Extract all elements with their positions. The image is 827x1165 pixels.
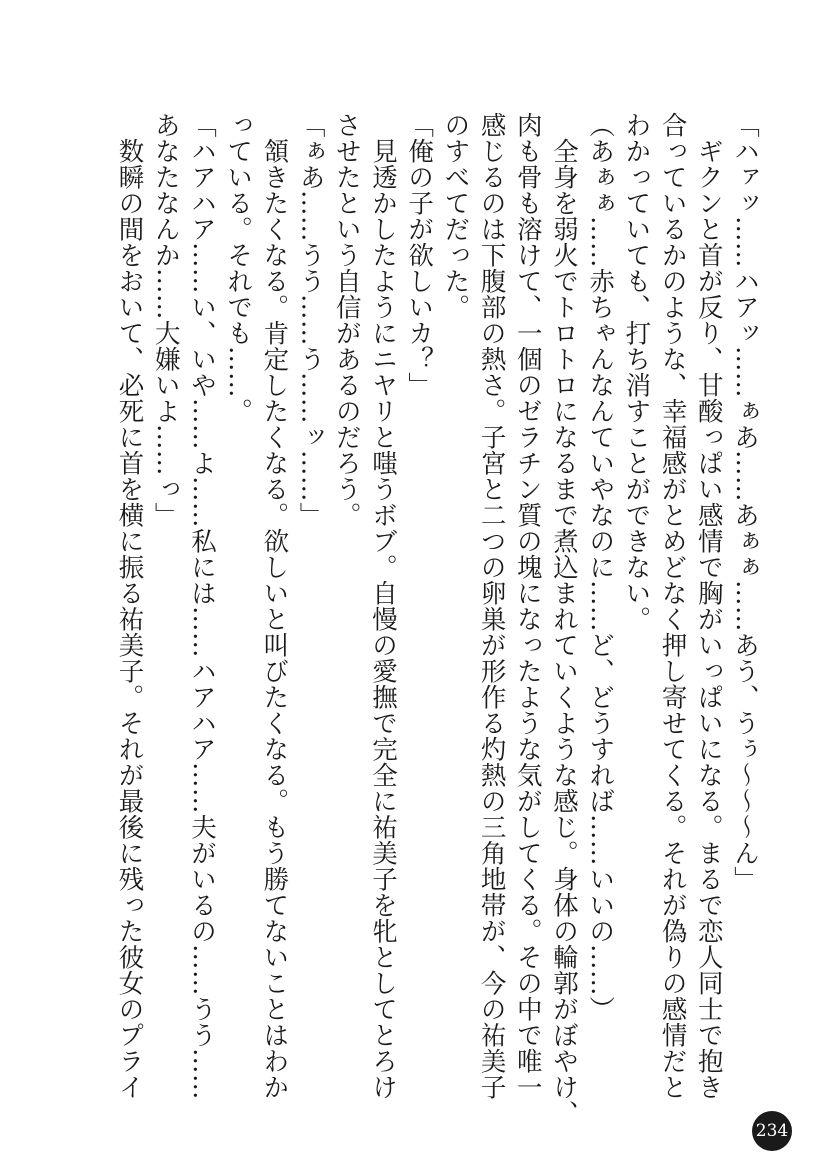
text-line: 「俺の子が欲しいカ？」 xyxy=(404,112,435,398)
text-line: あなたなんか……大嫌いよ……っ」 xyxy=(150,112,181,528)
page-number-badge: 234 xyxy=(752,1111,792,1151)
text-line: 合っているかのような、幸福感がとめどなく押し寄せてくる。それが偽りの感情だと xyxy=(657,112,688,1100)
text-line: 「ハァッ……ハアッ……ぁあ……あぁぁ……あう、うぅ〜〜〜ん」 xyxy=(730,112,760,892)
text-line: 頷きたくなる。肯定したくなる。欲しいと叫びたくなる。もう勝てないことはわか xyxy=(259,112,290,1100)
text-line: 「ぁあ……うう……う……ッ……」 xyxy=(295,112,326,528)
text-line: ギクンと首が反り、甘酸っぱい感情で胸がいっぱいになる。まるで恋人同士で抱き xyxy=(693,112,724,1100)
text-line: 見透かしたようにニヤリと嗤うボブ。自慢の愛撫で完全に祐美子を牝としてとろけ xyxy=(367,112,398,1100)
text-line: 数瞬の間をおいて、必死に首を横に振る祐美子。それが最後に残った彼女のプライ xyxy=(114,112,145,1100)
text-line: 感じるのは下腹部の熱さ。子宮と二つの卵巣が形作る灼熱の三角地帯が、今の祐美子 xyxy=(476,112,507,1100)
text-line: っている。それでも……。 xyxy=(223,112,254,424)
text-line: 「ハアハア……い、いや……よ……私には……ハアハア……夫がいるの……うう…… xyxy=(186,112,217,1100)
text-line: （あぁぁ……赤ちゃんなんていやなのに……ど、どうすれば……いいの……） xyxy=(585,112,616,1022)
text-line: のすべてだった。 xyxy=(440,112,471,320)
text-line: 肉も骨も溶けて、一個のゼラチン質の塊になったような気がしてくる。その中で唯一 xyxy=(512,112,543,1100)
vertical-text-body xyxy=(111,112,763,1126)
text-line: わかっていても、打ち消すことができない。 xyxy=(621,112,652,632)
text-line: 全身を弱火でトロトロになるまで煮込まれていくような感じ。身体の輪郭がぼやけ、 xyxy=(548,112,579,1126)
text-line: させたという自信があるのだろう。 xyxy=(331,112,362,528)
